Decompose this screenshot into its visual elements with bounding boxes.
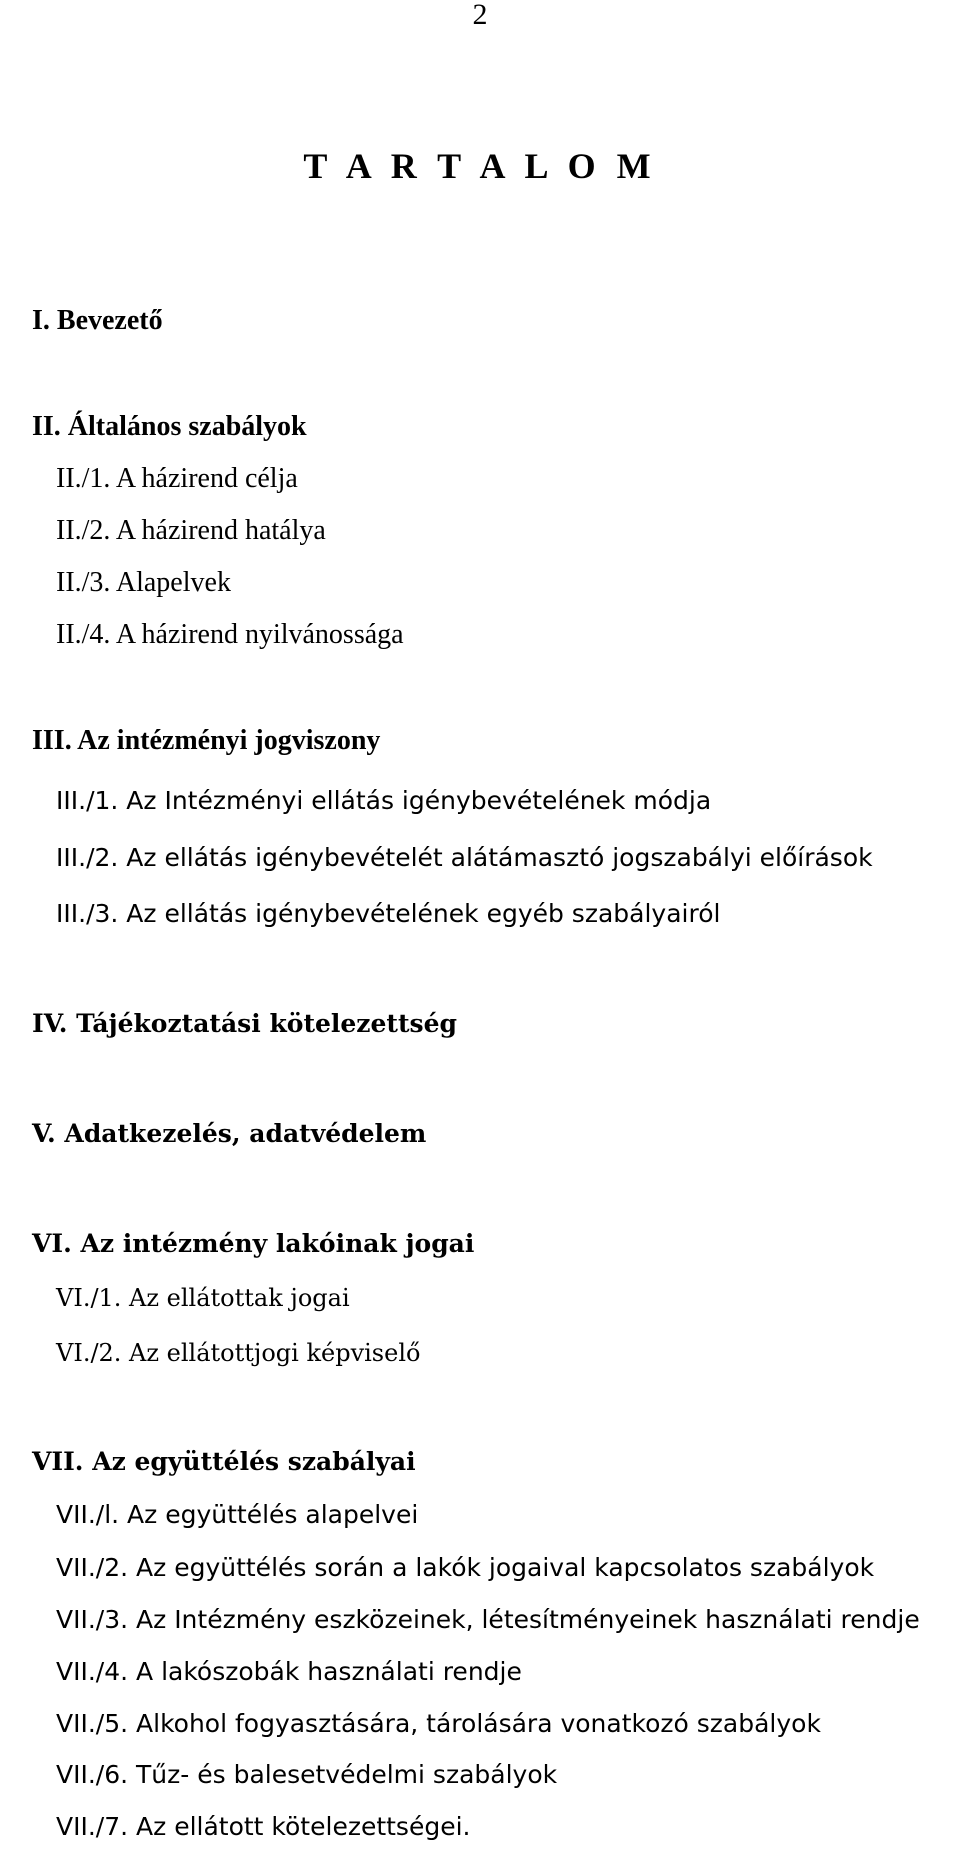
toc-item: VII./6. Tűz- és balesetvédelmi szabályok	[56, 1760, 558, 1789]
toc-heading-2: II. Általános szabályok	[32, 411, 307, 442]
toc-item: VII./7. Az ellátott kötelezettségei.	[56, 1812, 471, 1841]
toc-heading-6: VI. Az intézmény lakóinak jogai	[32, 1229, 475, 1258]
toc-item: III./1. Az Intézményi ellátás igénybevételének módja	[56, 786, 712, 815]
toc-item: VII./5. Alkohol fogyasztására, tárolására vonatkozó szabályok	[56, 1709, 821, 1738]
toc-heading-4: IV. Tájékoztatási kötelezettség	[32, 1009, 457, 1038]
toc-item: VII./l. Az együttélés alapelvei	[56, 1500, 419, 1529]
toc-title: T A R T A L O M	[303, 146, 657, 186]
toc-item: II./1. A házirend célja	[56, 463, 298, 494]
toc-item: VI./1. Az ellátottak jogai	[56, 1284, 350, 1312]
toc-heading-1: I. Bevezető	[32, 305, 163, 336]
toc-item: VII./3. Az Intézmény eszközeinek, létesítményeinek használati rendje	[56, 1605, 920, 1634]
toc-item: VI./2. Az ellátottjogi képviselő	[56, 1339, 421, 1367]
toc-item: VII./4. A lakószobák használati rendje	[56, 1657, 522, 1686]
toc-item: III./2. Az ellátás igénybevételét alátámasztó jogszabályi előírások	[56, 843, 873, 872]
toc-heading-7: VII. Az együttélés szabályai	[32, 1447, 416, 1476]
toc-item: VII./2. Az együttélés során a lakók jogaival kapcsolatos szabályok	[56, 1553, 875, 1582]
toc-item: II./2. A házirend hatálya	[56, 515, 326, 546]
toc-item: II./4. A házirend nyilvánossága	[56, 619, 404, 650]
toc-heading-3: III. Az intézményi jogviszony	[32, 725, 381, 756]
toc-item: II./3. Alapelvek	[56, 567, 231, 598]
page-number: 2	[472, 0, 488, 31]
toc-item: III./3. Az ellátás igénybevételének egyéb szabályairól	[56, 899, 721, 928]
toc-heading-5: V. Adatkezelés, adatvédelem	[32, 1119, 427, 1148]
